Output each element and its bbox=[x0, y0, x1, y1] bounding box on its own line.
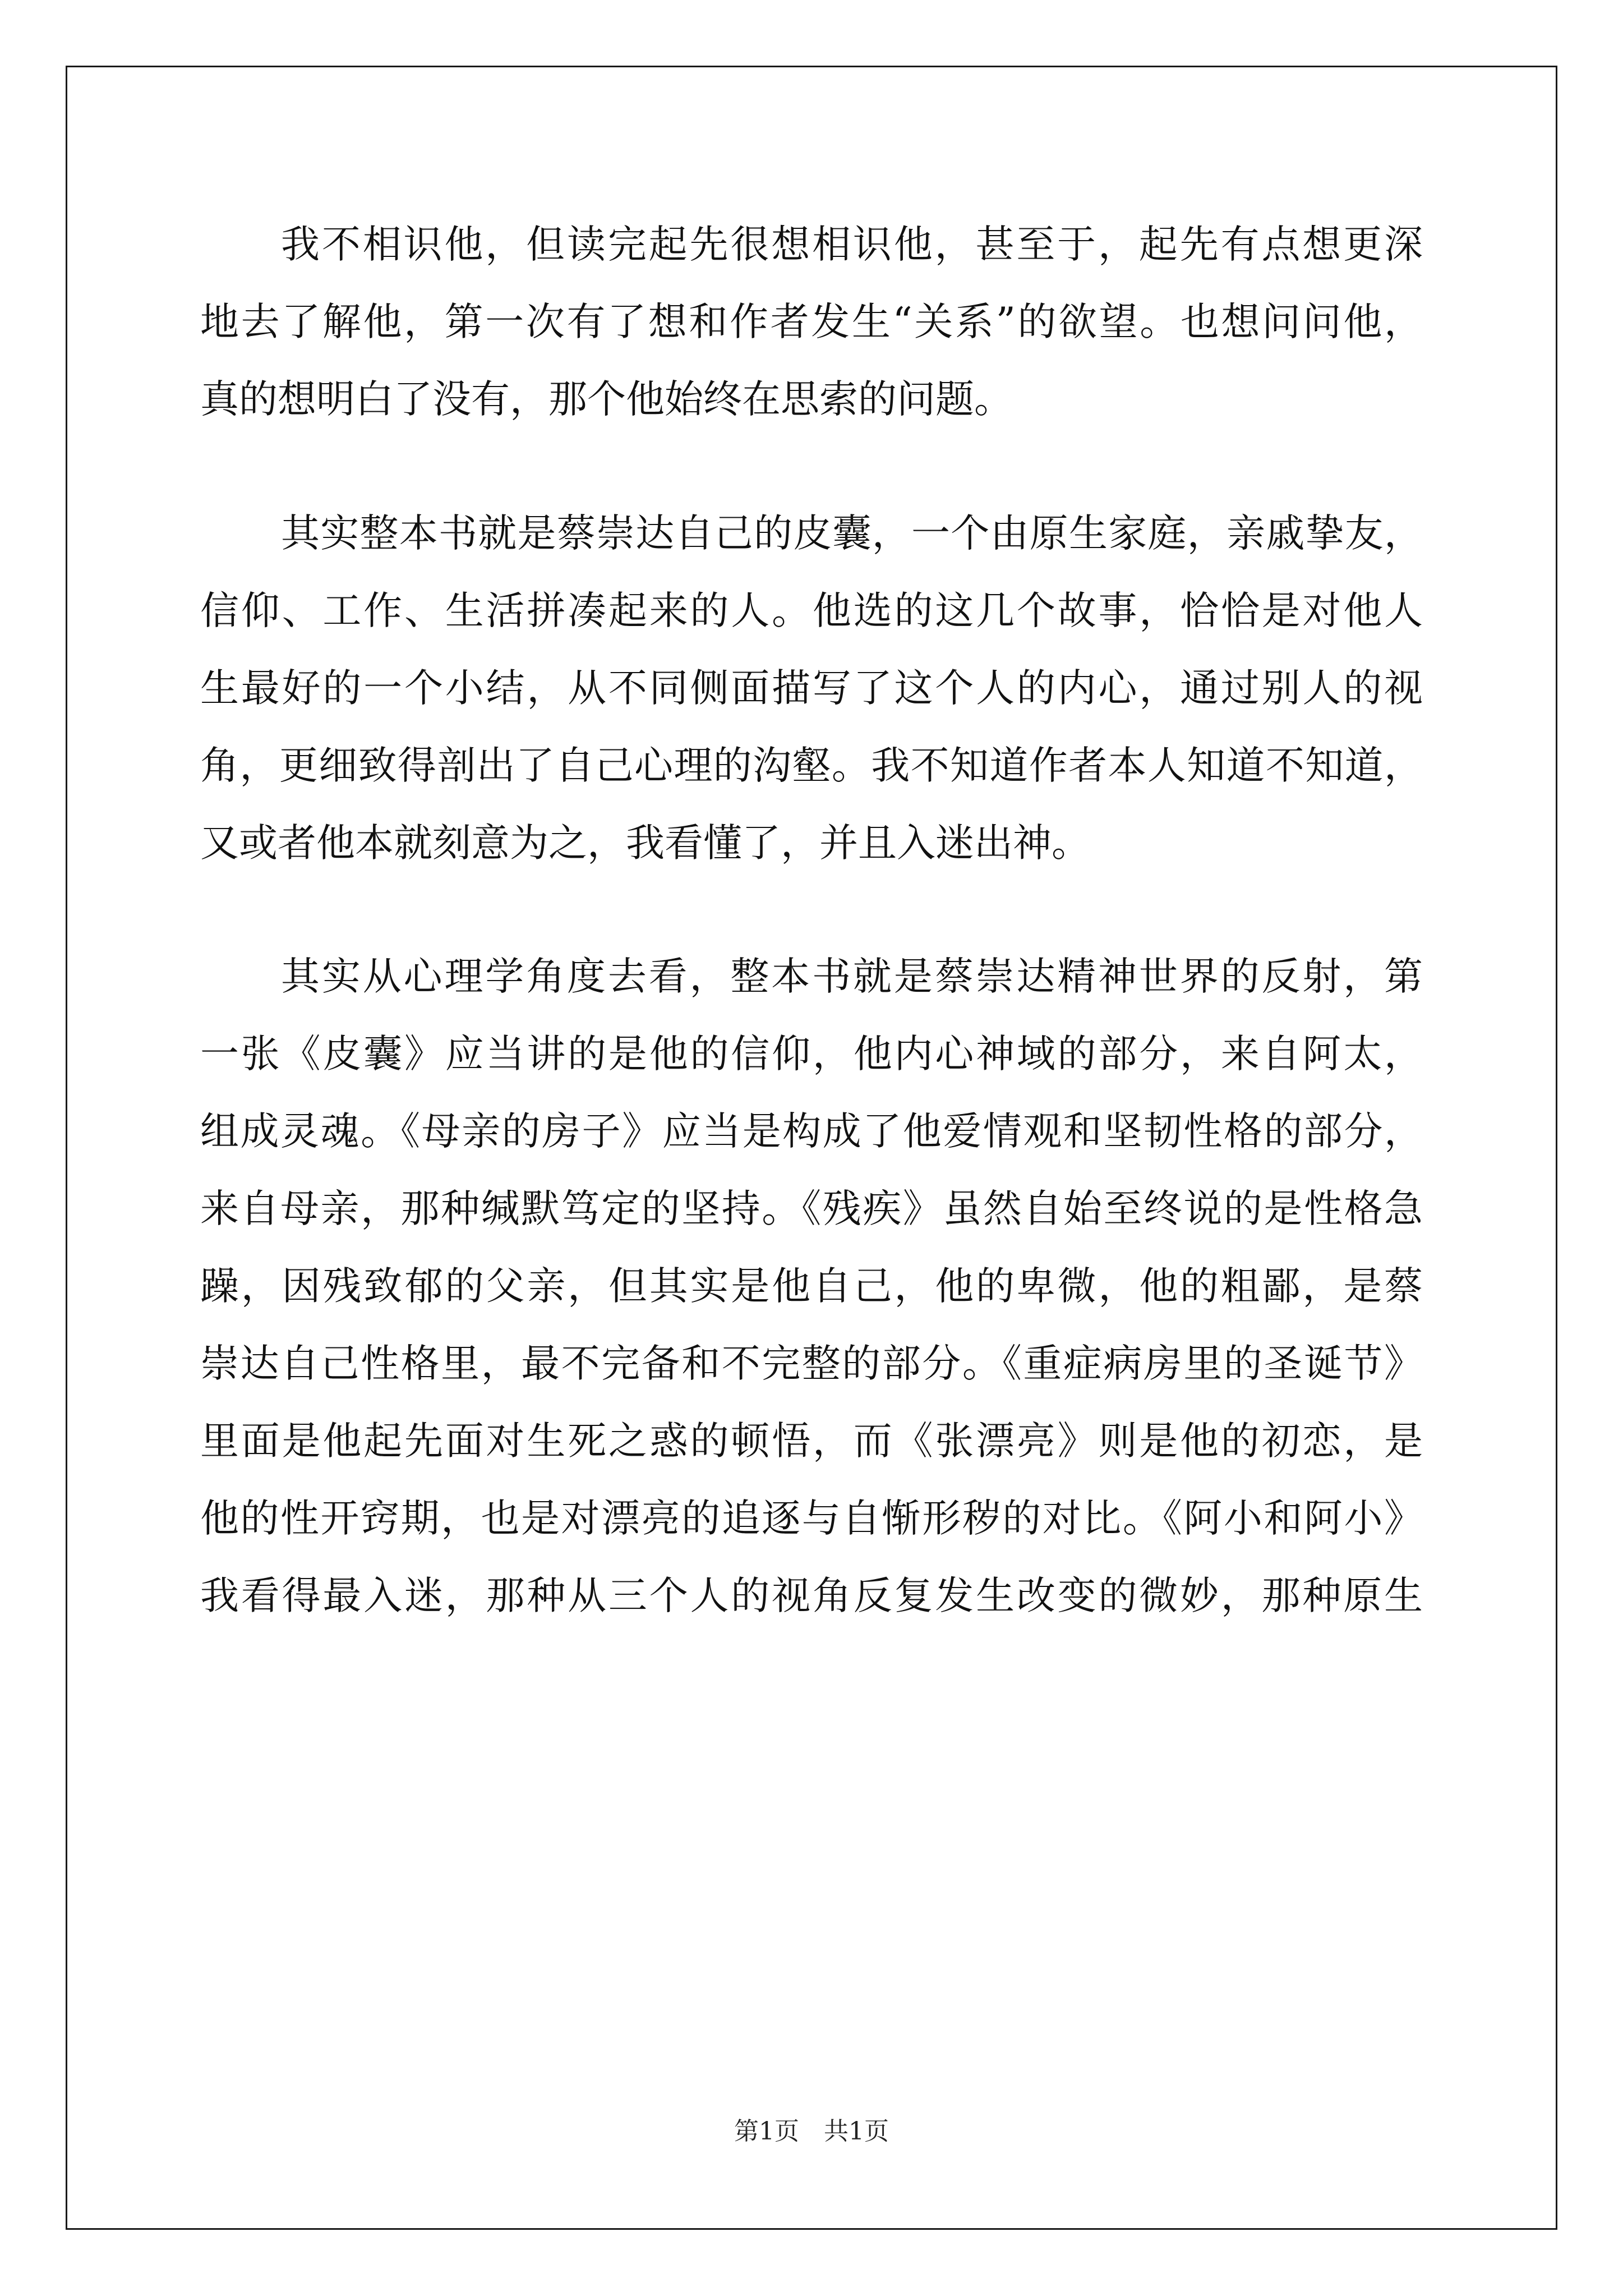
text-line: 信仰、工作、生活拼凑起来的人。他选的这几个故事，恰恰是对他人 bbox=[200, 588, 1423, 633]
text-line: 其实整本书就是蔡崇达自己的皮囊，一个由原生家庭，亲戚挚友， bbox=[281, 511, 1423, 556]
text-line: 组成灵魂。《母亲的房子》应当是构成了他爱情观和坚韧性格的部分， bbox=[200, 1109, 1423, 1154]
text-line: 里面是他起先面对生死之惑的顿悟，而《张漂亮》则是他的初恋，是 bbox=[200, 1419, 1423, 1464]
text-line: 生最好的一个小结，从不同侧面描写了这个人的内心，通过别人的视 bbox=[200, 666, 1423, 711]
text-line: 躁，因残致郁的父亲，但其实是他自己，他的卑微，他的粗鄙，是蔡 bbox=[200, 1264, 1423, 1309]
text-line: 他的性开窍期，也是对漂亮的追逐与自惭形秽的对比。《阿小和阿小》 bbox=[200, 1496, 1423, 1541]
text-line: 角，更细致得剖出了自己心理的沟壑。我不知道作者本人知道不知道， bbox=[200, 743, 1423, 788]
text-line: 地去了解他，第一次有了想和作者发生“关系”的欲望。也想问问他， bbox=[200, 300, 1423, 344]
text-line: 我不相识他，但读完起先很想相识他，甚至于，起先有点想更深 bbox=[281, 222, 1423, 267]
text-line: 真的想明白了没有，那个他始终在思索的问题。 bbox=[200, 377, 1013, 422]
text-line: 其实从心理学角度去看，整本书就是蔡崇达精神世界的反射，第 bbox=[281, 954, 1423, 999]
text-line: 我看得最入迷，那种从三个人的视角反复发生改变的微妙，那种原生 bbox=[200, 1573, 1423, 1618]
text-line: 来自母亲，那种缄默笃定的坚持。《残疾》虽然自始至终说的是性格急 bbox=[200, 1186, 1423, 1231]
text-line: 一张《皮囊》应当讲的是他的信仰，他内心神域的部分，来自阿太， bbox=[200, 1032, 1423, 1076]
page-footer: 第1页 共1页 bbox=[734, 2117, 889, 2146]
text-line: 崇达自己性格里，最不完备和不完整的部分。《重症病房里的圣诞节》 bbox=[200, 1341, 1423, 1386]
text-line: 又或者他本就刻意为之，我看懂了，并且入迷出神。 bbox=[200, 821, 1090, 866]
